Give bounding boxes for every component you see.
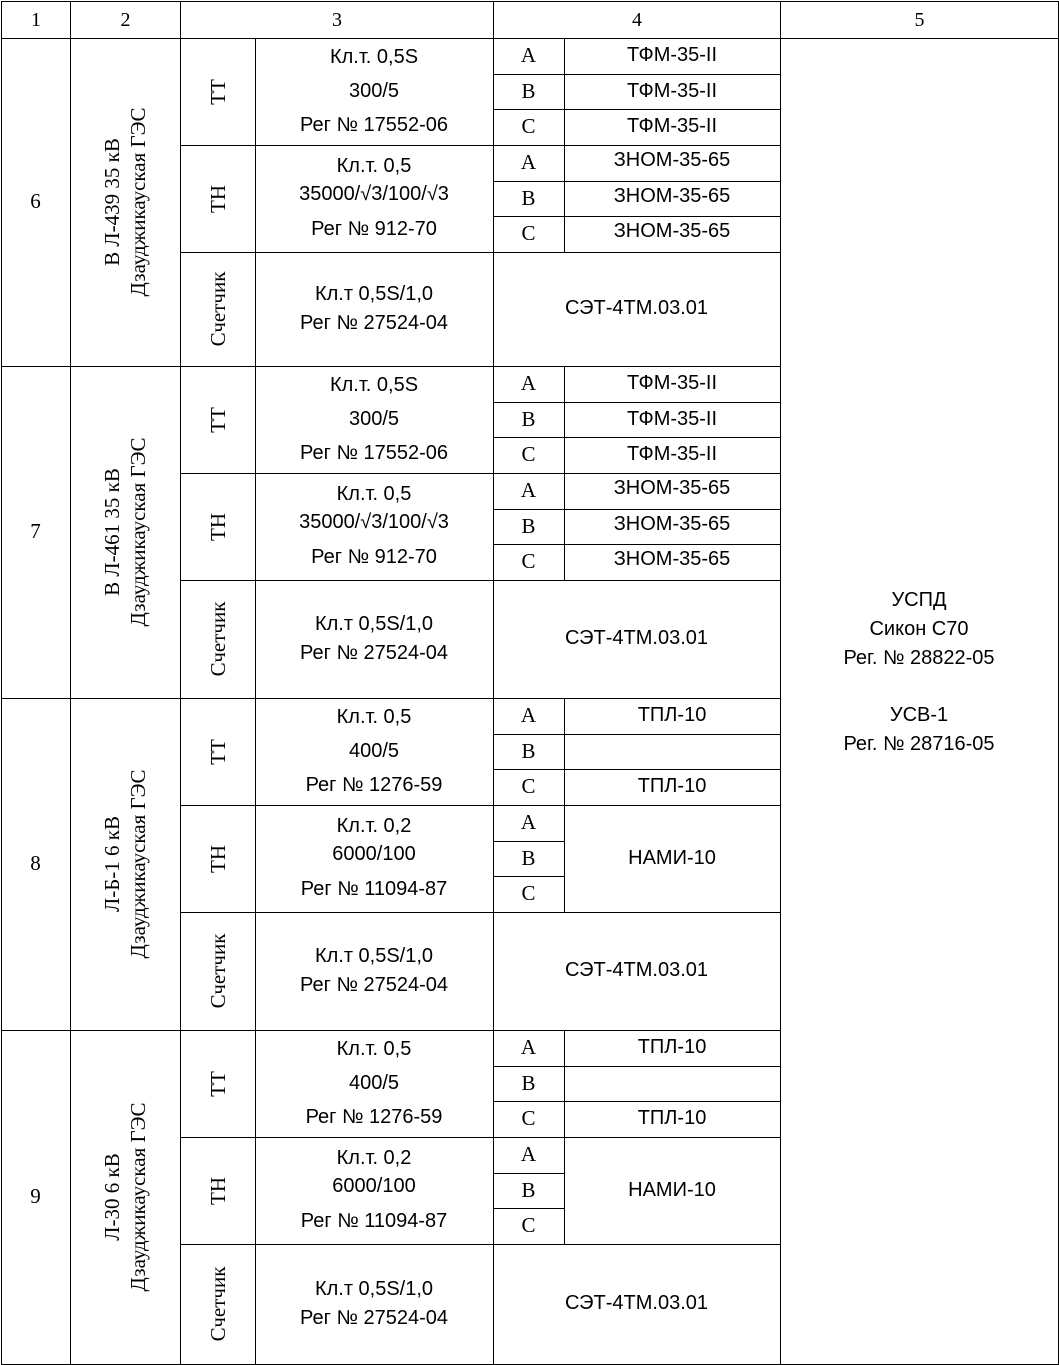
tn-model: НАМИ-10: [628, 846, 716, 869]
tn-model: ЗНОМ-35-65: [613, 149, 731, 171]
tt-accuracy: Кл.т. 0,5: [336, 706, 412, 728]
tt-label-line: ТТ: [205, 78, 230, 105]
tn-phase: B: [521, 185, 536, 210]
tn-accuracy: Кл.т. 0,5: [336, 483, 412, 505]
meter-label: [204, 272, 230, 347]
tt-model: ТФМ-35-II: [626, 79, 718, 102]
meter-label: [204, 934, 230, 1009]
tt-ratio: 400/5: [348, 1072, 400, 1094]
meter-reg: Рег № 27524-04: [300, 974, 448, 996]
row-number: 8: [30, 851, 41, 875]
tt-phase: A: [520, 371, 537, 395]
line-name: [99, 1102, 152, 1291]
tn-phase: C: [521, 549, 536, 573]
tn-model: НАМИ-10: [628, 1178, 716, 1201]
header-col-2: 2: [70, 1, 181, 39]
tt-reg: Рег № 1276-59: [305, 774, 443, 796]
tt-phase: C: [521, 114, 536, 138]
tt-model: ТПЛ-10: [637, 704, 707, 726]
tt-phase: A: [520, 703, 537, 727]
line-name-line: Дзауджикауская ГЭС: [126, 437, 150, 627]
uspd-title: УСПД: [891, 589, 947, 611]
header-col-4: 4: [493, 1, 781, 39]
tt-phase: C: [521, 442, 536, 466]
tt-label-line: ТТ: [205, 406, 230, 433]
tt-label: [204, 1071, 230, 1097]
tn-phase: A: [520, 810, 537, 834]
meter-label-line: Счетчик: [205, 1266, 230, 1342]
tt-reg: Рег № 1276-59: [305, 1106, 443, 1128]
tt-accuracy: Кл.т. 0,5: [336, 1038, 412, 1060]
tt-label: [204, 407, 230, 433]
tn-label: [204, 185, 230, 213]
tn-phase: B: [521, 1177, 536, 1202]
tt-accuracy: Кл.т. 0,5S: [329, 374, 419, 396]
tn-phase: C: [521, 1213, 536, 1237]
line-name-line: Л-Б-1 6 кВ: [99, 816, 124, 912]
meter-label-line: Счетчик: [205, 933, 230, 1009]
tt-label: [204, 739, 230, 765]
tt-reg: Рег № 17552-06: [300, 442, 448, 464]
line-name: [99, 437, 152, 626]
meter-reg: Рег № 27524-04: [300, 1307, 448, 1329]
meter-label: [204, 1267, 230, 1342]
line-name-line: Л-30 6 кВ: [99, 1153, 124, 1241]
usv-reg: Рег. № 28716-05: [843, 733, 995, 755]
tn-reg: Рег № 912-70: [311, 218, 437, 240]
tn-reg: Рег № 11094-87: [300, 1210, 448, 1232]
tn-model: ЗНОМ-35-65: [613, 477, 731, 499]
tt-ratio: 300/5: [348, 80, 400, 102]
row-number: 6: [30, 189, 41, 213]
tn-phase: C: [521, 221, 536, 245]
uspd-reg: Рег. № 28822-05: [843, 647, 995, 669]
tn-phase: A: [520, 1142, 537, 1166]
line-name-line: В Л-461 35 кВ: [99, 468, 124, 596]
tt-model: ТПЛ-10: [637, 1107, 707, 1129]
row-number: 7: [30, 519, 41, 543]
meter-model: СЭТ-4ТМ.03.01: [564, 297, 709, 319]
tt-model-cell: [564, 1066, 781, 1102]
tn-ratio: 35000/√3/100/√3: [299, 183, 449, 205]
tt-model: ТПЛ-10: [637, 1036, 707, 1058]
meter-label: [204, 602, 230, 677]
tt-label: [204, 79, 230, 105]
meter-reg: Рег № 27524-04: [300, 642, 448, 664]
tt-model-cell: [564, 734, 781, 770]
line-name-line: Дзауджикауская ГЭС: [126, 1102, 150, 1292]
meter-accuracy: Кл.т 0,5S/1,0: [314, 283, 434, 305]
meter-model: СЭТ-4ТМ.03.01: [564, 959, 709, 981]
tn-accuracy: Кл.т. 0,2: [336, 1147, 412, 1169]
tt-phase: B: [521, 738, 536, 763]
tn-label: [204, 1177, 230, 1205]
tn-label-line: ТН: [205, 1176, 230, 1205]
meter-label-line: Счетчик: [205, 601, 230, 677]
line-name-line: Дзауджикауская ГЭС: [126, 107, 150, 297]
tt-model: ТФМ-35-II: [626, 407, 718, 430]
tt-phase: B: [521, 406, 536, 431]
header-col-3: 3: [180, 1, 494, 39]
tt-phase: B: [521, 78, 536, 103]
tn-ratio: 6000/100: [332, 1175, 416, 1197]
meter-params-cell: [255, 1244, 494, 1365]
meter-accuracy: Кл.т 0,5S/1,0: [314, 1278, 434, 1300]
tt-ratio: 300/5: [348, 408, 400, 430]
line-name: [99, 107, 152, 296]
line-name-line: В Л-439 35 кВ: [99, 138, 124, 266]
meter-accuracy: Кл.т 0,5S/1,0: [314, 945, 434, 967]
meter-model: СЭТ-4ТМ.03.01: [564, 1292, 709, 1314]
line-name: [99, 769, 152, 958]
header-col-1: 1: [1, 1, 71, 39]
tt-phase: A: [520, 1035, 537, 1059]
tn-phase: B: [521, 845, 536, 870]
meter-model: СЭТ-4ТМ.03.01: [564, 627, 709, 649]
uspd-model: Сикон С70: [869, 618, 969, 640]
meter-reg: Рег № 27524-04: [300, 312, 448, 334]
tt-model: ТФМ-35-II: [626, 44, 718, 66]
tt-phase: A: [520, 43, 537, 67]
tt-model: ТФМ-35-II: [626, 443, 718, 465]
tt-model: ТФМ-35-II: [626, 372, 718, 394]
tt-label-line: ТТ: [205, 1070, 230, 1097]
tn-reg: Рег № 912-70: [311, 546, 437, 568]
row-number: 9: [30, 1184, 41, 1208]
header-col-5: 5: [780, 1, 1059, 39]
tn-ratio: 35000/√3/100/√3: [299, 511, 449, 533]
tt-model: ТФМ-35-II: [626, 115, 718, 137]
tn-phase: A: [520, 150, 537, 174]
tt-phase: C: [521, 774, 536, 798]
tn-label: [204, 845, 230, 873]
tn-model: ЗНОМ-35-65: [613, 220, 731, 242]
line-name-line: Дзауджикауская ГЭС: [126, 769, 150, 959]
tn-phase: A: [520, 478, 537, 502]
tt-ratio: 400/5: [348, 740, 400, 762]
tn-model: ЗНОМ-35-65: [613, 548, 731, 570]
tt-phase: B: [521, 1070, 536, 1095]
tn-model: ЗНОМ-35-65: [613, 184, 731, 207]
usv-title: УСВ-1: [889, 704, 949, 726]
tn-ratio: 6000/100: [332, 843, 416, 865]
meter-accuracy: Кл.т 0,5S/1,0: [314, 613, 434, 635]
meter-label-line: Счетчик: [205, 271, 230, 347]
tt-model: ТПЛ-10: [637, 775, 707, 797]
tn-accuracy: Кл.т. 0,2: [336, 815, 412, 837]
meter-params-cell: [255, 912, 494, 1031]
tn-phase: B: [521, 513, 536, 538]
tn-label: [204, 513, 230, 541]
meter-params-cell: [255, 580, 494, 699]
tn-label-line: ТН: [205, 184, 230, 213]
tn-label-line: ТН: [205, 512, 230, 541]
tn-model: ЗНОМ-35-65: [613, 512, 731, 535]
tn-reg: Рег № 11094-87: [300, 878, 448, 900]
tn-phase: C: [521, 881, 536, 905]
meter-params-cell: [255, 252, 494, 367]
uspd-cell: [780, 38, 1059, 1365]
tt-phase: C: [521, 1106, 536, 1130]
tt-accuracy: Кл.т. 0,5S: [329, 46, 419, 68]
tn-label-line: ТН: [205, 844, 230, 873]
tt-label-line: ТТ: [205, 738, 230, 765]
tn-accuracy: Кл.т. 0,5: [336, 155, 412, 177]
tt-reg: Рег № 17552-06: [300, 114, 448, 136]
